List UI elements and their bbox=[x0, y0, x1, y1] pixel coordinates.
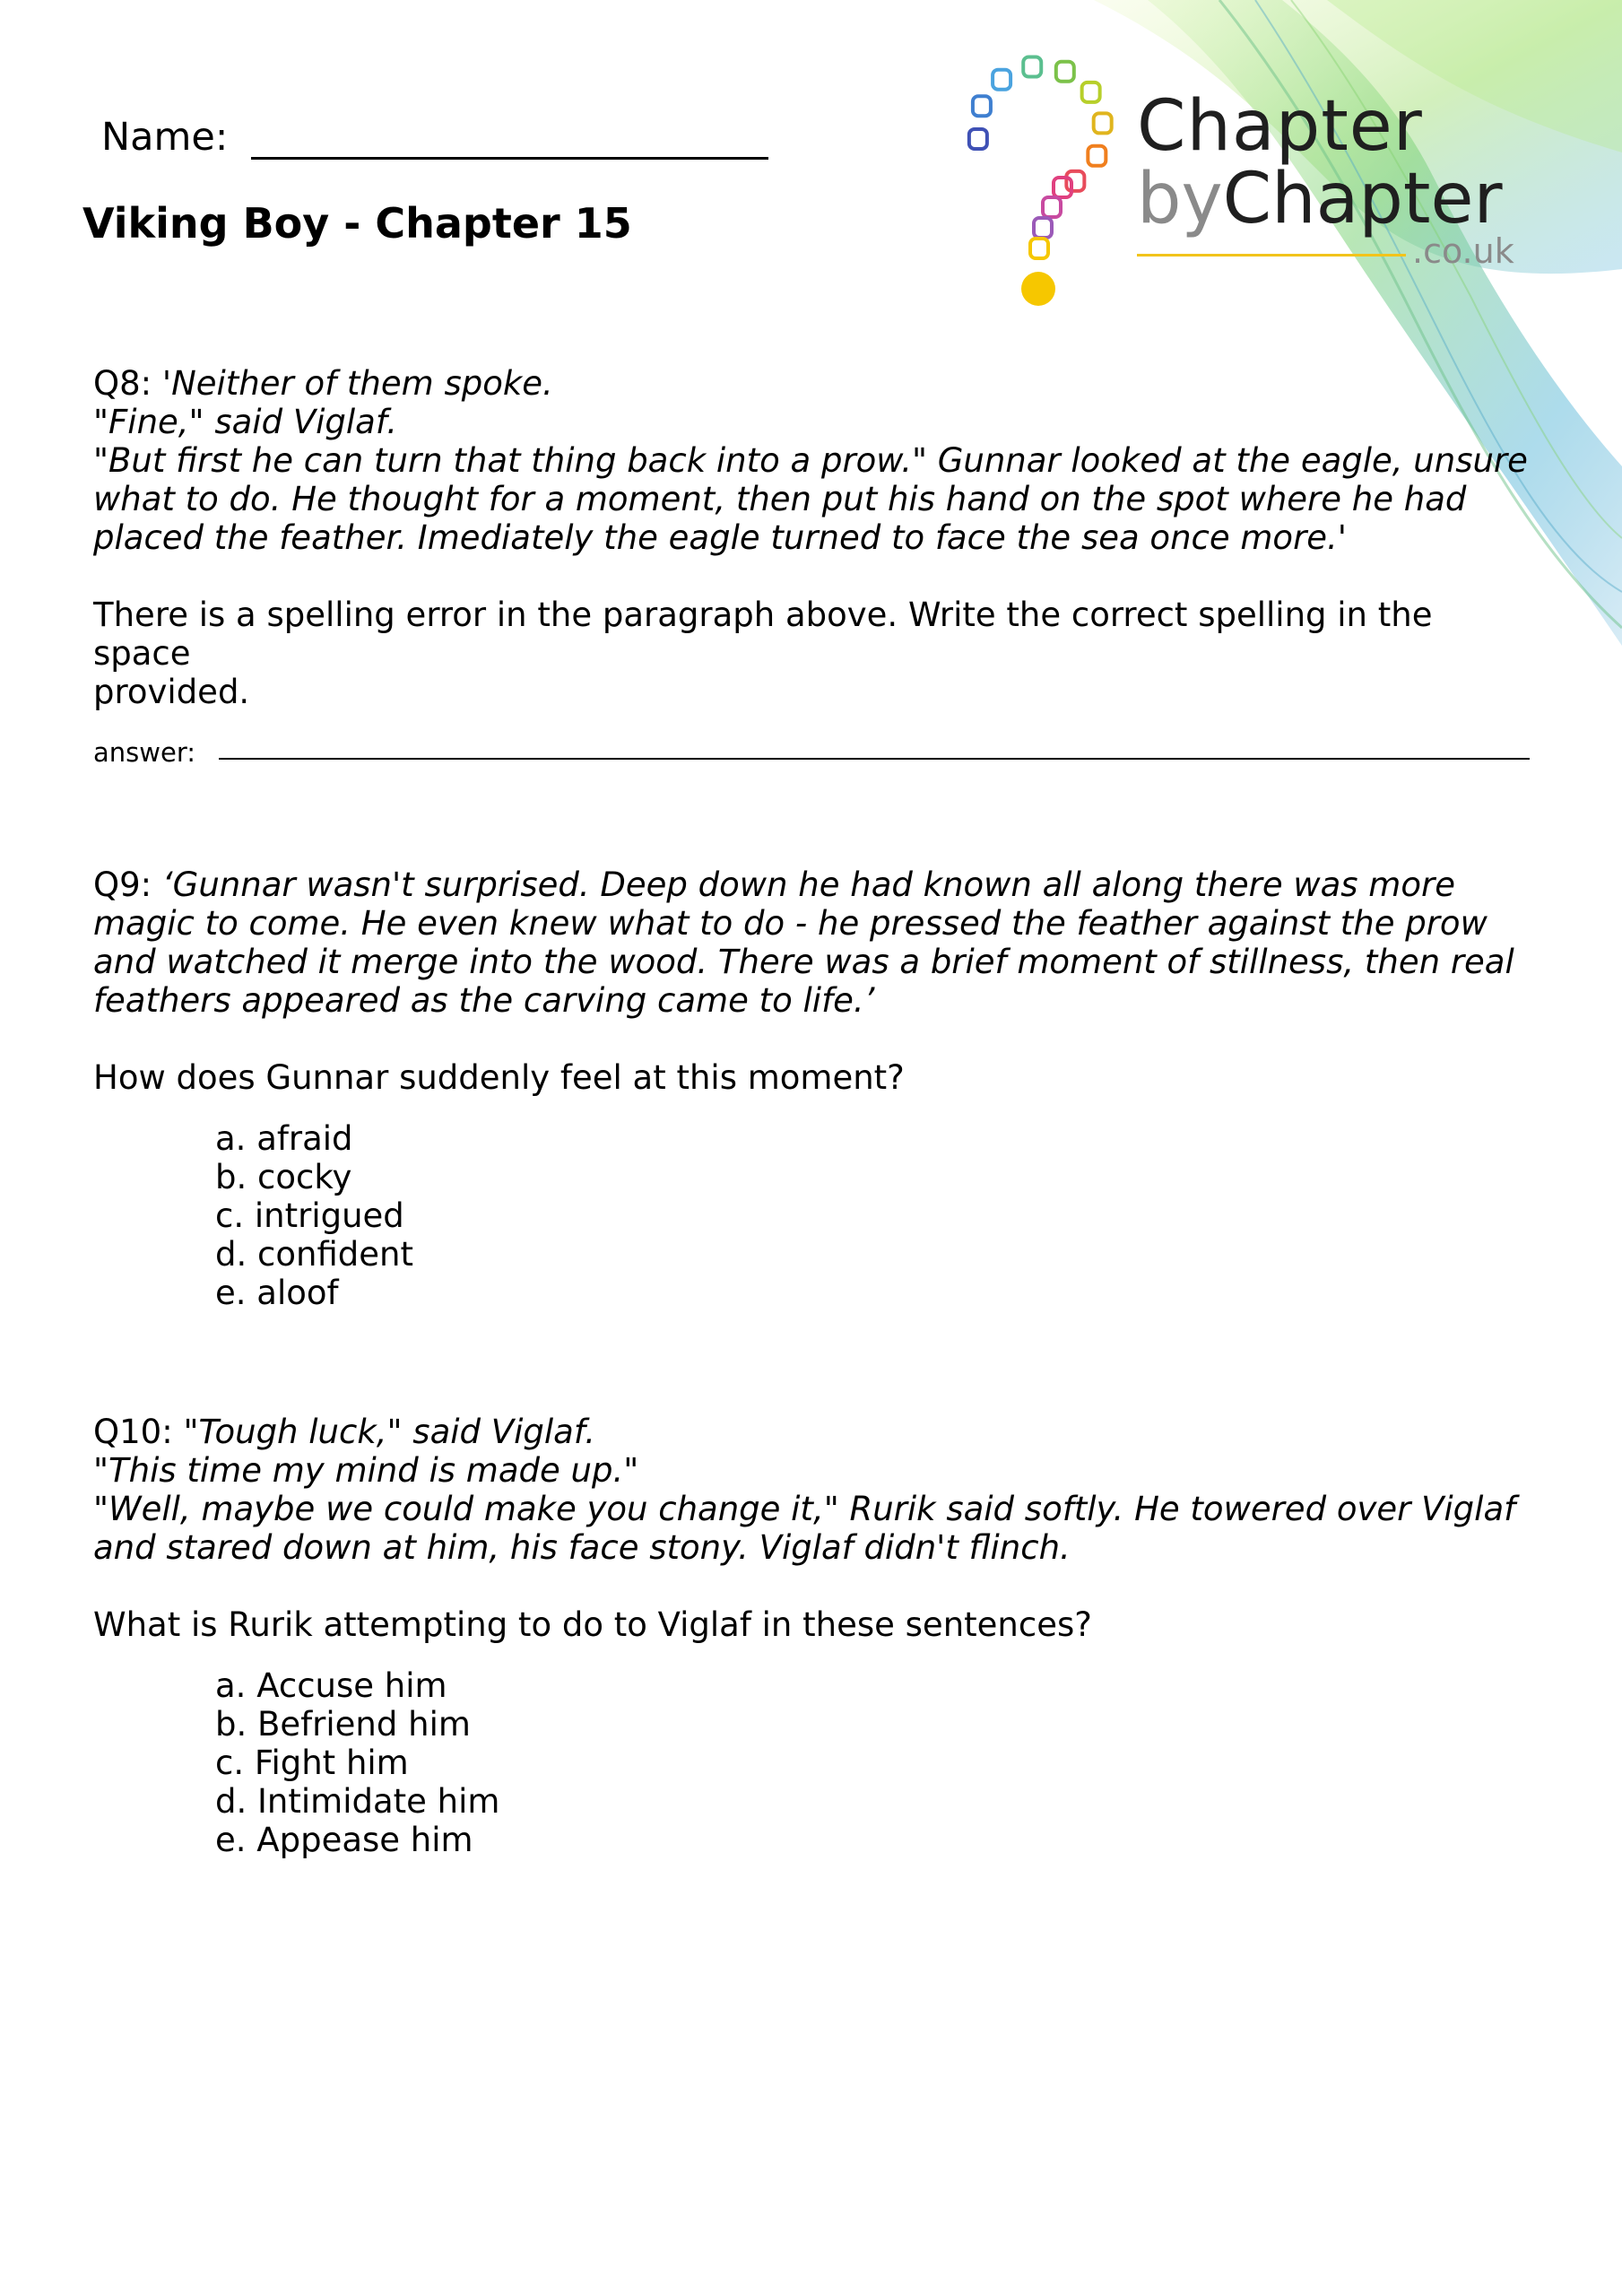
logo-dot bbox=[1021, 272, 1055, 306]
logo-book-icon bbox=[1034, 218, 1052, 238]
q9-option-b[interactable]: b. cocky bbox=[215, 1158, 352, 1196]
q10-quote-line: "Tough luck," said Viglaf. bbox=[183, 1413, 595, 1451]
question-10 bbox=[93, 1413, 1528, 1644]
q8-quote-line: 'Neither of them spoke. bbox=[161, 364, 553, 403]
q9-option-e[interactable]: e. aloof bbox=[215, 1274, 339, 1312]
q10-option-d[interactable]: d. Intimidate him bbox=[215, 1782, 500, 1821]
logo-book-icon bbox=[1030, 239, 1048, 258]
name-label: Name: bbox=[101, 115, 229, 160]
question-8 bbox=[93, 364, 1528, 711]
logo-book-icon bbox=[1043, 197, 1061, 217]
q9-option-d[interactable]: d. confident bbox=[215, 1235, 413, 1274]
q8-quote-line: "But first he can turn that thing back into a prow." Gunnar looked at the eagle, unsure bbox=[93, 441, 1528, 480]
q10-options bbox=[215, 1666, 499, 1859]
q9-option-a[interactable]: a. afraid bbox=[215, 1119, 353, 1158]
q9-quote-line: ‘Gunnar wasn't surprised. Deep down he had known all along there was more bbox=[161, 865, 1455, 904]
q10-option-c[interactable]: c. Fight him bbox=[215, 1744, 409, 1782]
q8-prompt-line: provided. bbox=[93, 673, 250, 711]
q8-quote-line: "Fine," said Viglaf. bbox=[93, 403, 397, 441]
q9-prompt: How does Gunnar suddenly feel at this moment? bbox=[93, 1058, 905, 1097]
q10-option-e[interactable]: e. Appease him bbox=[215, 1821, 473, 1859]
logo-book-icon bbox=[1088, 146, 1106, 166]
q9-quote-line: feathers appeared as the carving came to life.’ bbox=[93, 981, 875, 1020]
logo-text-chapter-2: Chapter bbox=[1222, 159, 1503, 239]
q10-prompt: What is Rurik attempting to do to Viglaf in these sentences? bbox=[93, 1605, 1092, 1644]
logo-underline bbox=[1137, 254, 1406, 257]
logo-wordmark bbox=[1137, 86, 1503, 239]
q9-quote-line: magic to come. He even knew what to do - he pressed the feather against the prow bbox=[93, 904, 1488, 943]
name-field-row bbox=[101, 115, 768, 160]
q9-quote-line: and watched it merge into the wood. There was a brief moment of stillness, then real bbox=[93, 943, 1514, 981]
q9-options bbox=[215, 1119, 413, 1312]
logo-book-icon bbox=[1054, 178, 1071, 197]
chapter-by-chapter-logo-icon bbox=[964, 54, 1116, 314]
q10-quote-line: "Well, maybe we could make you change it," Rurik said softly. He towered over Viglaf bbox=[93, 1490, 1516, 1528]
q10-option-a[interactable]: a. Accuse him bbox=[215, 1666, 447, 1705]
logo-book-icon bbox=[1056, 62, 1074, 82]
q9-option-c[interactable]: c. intrigued bbox=[215, 1196, 404, 1235]
logo-text-by: by bbox=[1137, 159, 1223, 239]
logo-book-icon bbox=[973, 96, 991, 116]
q10-option-b[interactable]: b. Befriend him bbox=[215, 1705, 471, 1744]
logo-book-icon bbox=[1082, 83, 1100, 102]
q10-quote-line: "This time my mind is made up." bbox=[93, 1451, 639, 1490]
logo-domain: .co.uk bbox=[1412, 231, 1514, 271]
q10-quote-line: and stared down at him, his face stony. Viglaf didn't flinch. bbox=[93, 1528, 1071, 1567]
q10-label: Q10: bbox=[93, 1413, 173, 1451]
worksheet-title: Viking Boy - Chapter 15 bbox=[82, 199, 632, 248]
name-write-line[interactable] bbox=[251, 119, 768, 160]
q8-prompt-line: There is a spelling error in the paragraph above. Write the correct spelling in the space bbox=[93, 596, 1433, 673]
question-9 bbox=[93, 865, 1528, 1097]
logo-book-icon bbox=[1094, 113, 1112, 133]
q8-quote-line: placed the feather. Imediately the eagle turned to face the sea once more.' bbox=[93, 518, 1347, 557]
logo-book-icon bbox=[969, 129, 987, 149]
q8-answer-line[interactable] bbox=[219, 758, 1530, 760]
logo-book-icon bbox=[1066, 171, 1084, 191]
logo-book-icon bbox=[993, 70, 1010, 90]
q8-label: Q8: bbox=[93, 364, 152, 403]
q8-answer-label: answer: bbox=[93, 737, 196, 768]
q9-label: Q9: bbox=[93, 865, 152, 904]
q8-quote-line: what to do. He thought for a moment, then put his hand on the spot where he had bbox=[93, 480, 1467, 518]
logo-text-chapter: Chapter bbox=[1137, 86, 1423, 167]
logo-book-icon bbox=[1023, 57, 1041, 77]
